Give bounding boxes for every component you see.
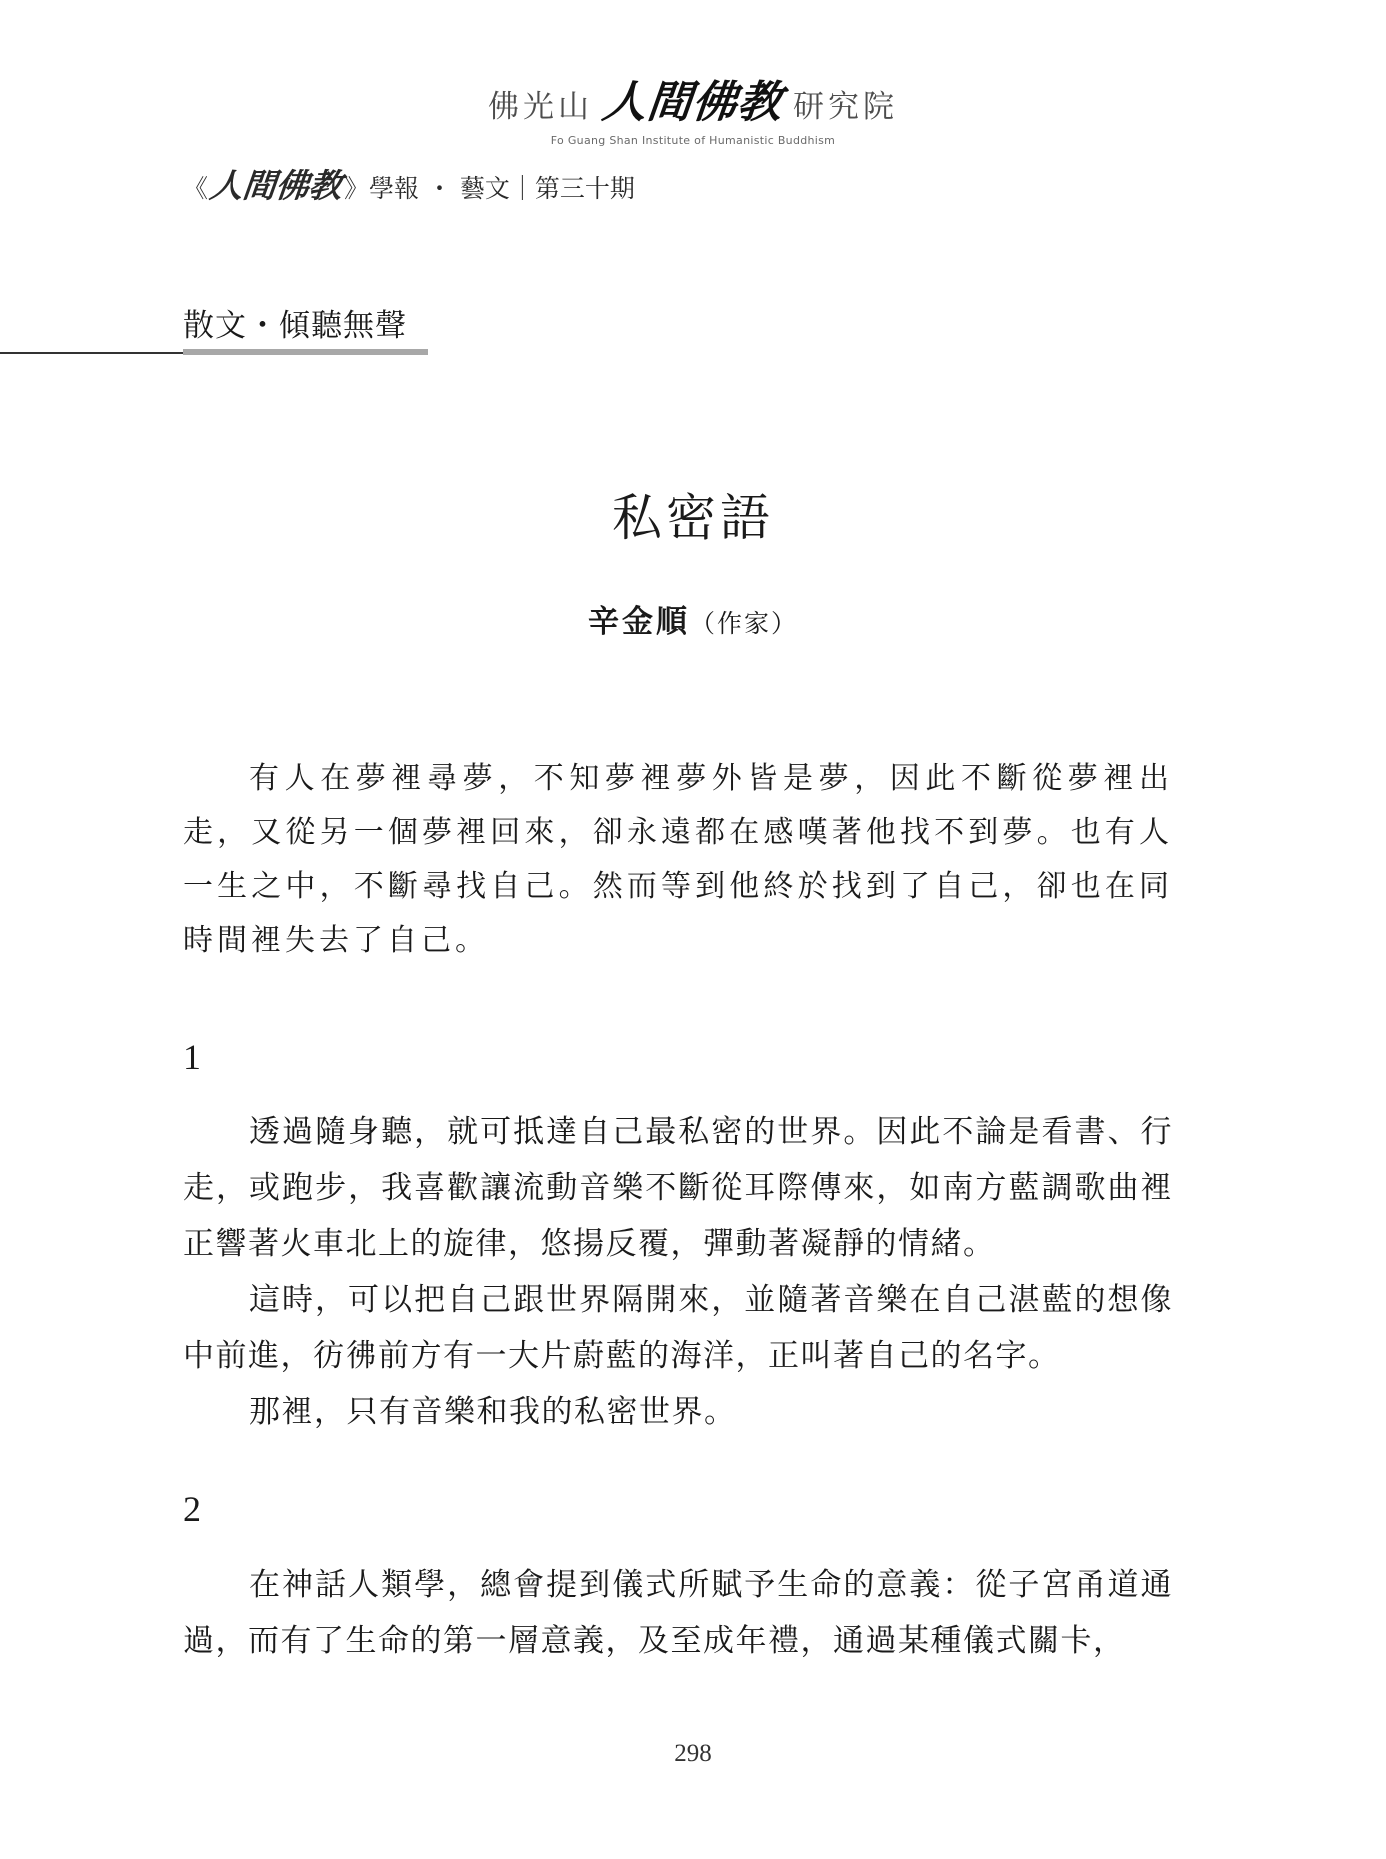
journal-close-bracket: 》: [344, 174, 370, 203]
institute-name-right: 研究院: [793, 89, 898, 125]
page-number: 298: [674, 1740, 712, 1767]
author-name: 辛金順: [587, 604, 690, 640]
section-rule-left: [0, 352, 183, 354]
section-number: 1: [183, 1037, 201, 1077]
article-title: 私密語: [612, 489, 774, 547]
section-rule-underline: [183, 349, 428, 355]
journal-line: [183, 160, 635, 207]
journal-open-bracket: 《: [183, 174, 209, 203]
journal-logo: 人間佛教: [207, 166, 344, 205]
section-body: [183, 1104, 1173, 1440]
section-label: 散文・傾聽無聲: [183, 308, 407, 344]
section-body: [183, 1557, 1173, 1669]
article-author-line: [0, 596, 1386, 641]
body-paragraph: 那裡，只有音樂和我的私密世界。: [249, 1394, 737, 1429]
author-role: （作家）: [689, 609, 798, 638]
institute-english-name: Fo Guang Shan Institute of Humanistic Buddhism: [550, 134, 836, 147]
institute-logo: 人間佛教: [599, 77, 786, 128]
body-paragraph: 這時，可以把自己跟世界隔開來，並隨著音樂在自己湛藍的想像中前進，彷彿前方有一大片蔚藍的海洋，正叫著自己的名字。: [183, 1282, 1173, 1373]
body-paragraph: 在神話人類學，總會提到儀式所賦予生命的意義：從子宮甬道通過，而有了生命的第一層意義，及至成年禮，通過某種儀式關卡，: [183, 1567, 1173, 1658]
institute-name: [488, 66, 898, 130]
institute-header: [0, 66, 1386, 147]
section-number: 2: [183, 1489, 201, 1529]
journal-issue-text: 學報 ・ 藝文｜第三十期: [369, 174, 635, 203]
prologue-paragraph: 有人在夢裡尋夢，不知夢裡夢外皆是夢，因此不斷從夢裡出走，又從另一個夢裡回來，卻永遠都在感嘆著他找不到夢。也有人一生之中，不斷尋找自己。然而等到他終於找到了自己，卻也在同時間裡失去了自己。: [183, 761, 1173, 958]
institute-name-left: 佛光山: [488, 89, 593, 125]
body-paragraph: 透過隨身聽，就可抵達自己最私密的世界。因此不論是看書、行走，或跑步，我喜歡讓流動音樂不斷從耳際傳來，如南方藍調歌曲裡正響著火車北上的旋律，悠揚反覆，彈動著凝靜的情緒。: [183, 1114, 1173, 1261]
